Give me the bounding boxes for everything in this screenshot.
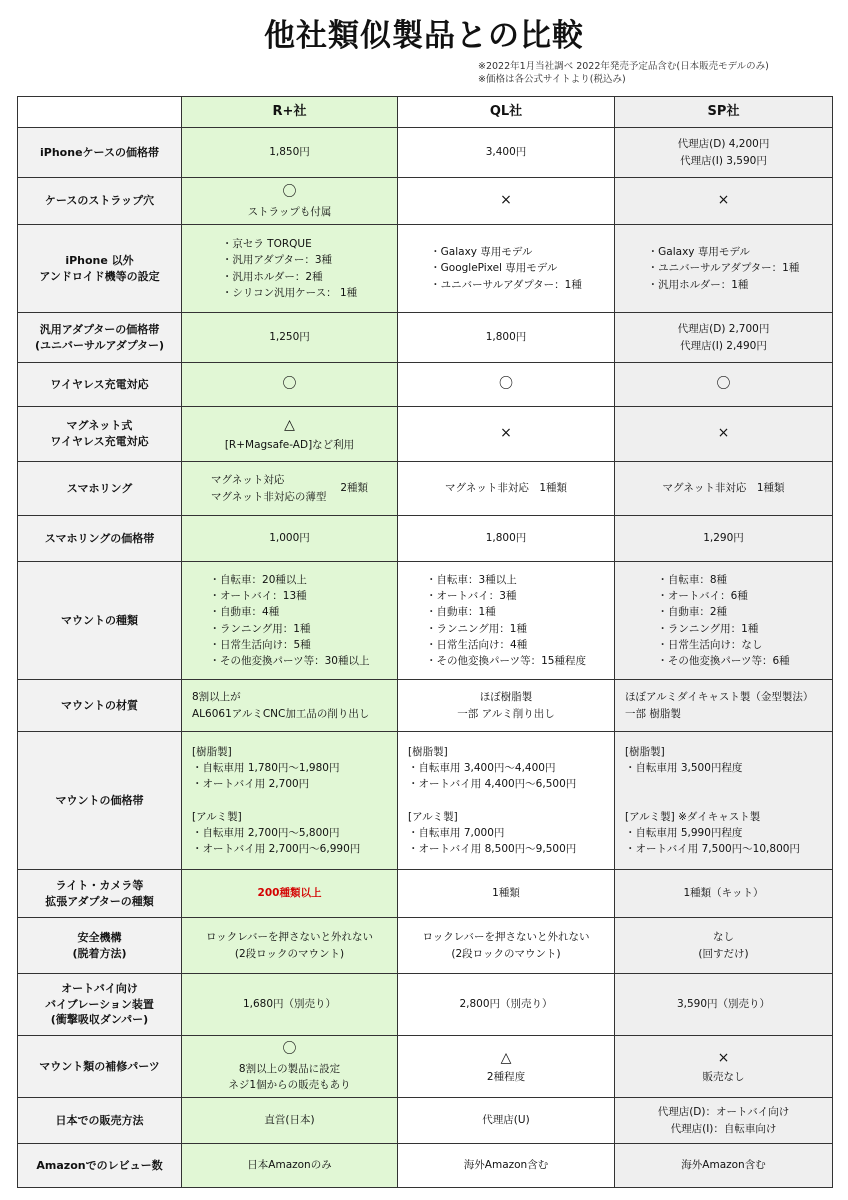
rplus-cell: 8割以上が AL6061アルミCNC加工品の削り出し — [182, 680, 398, 732]
sp-cell: 3,590円（別売り） — [615, 974, 833, 1036]
ql-cell: 3,400円 — [398, 128, 615, 178]
highlight-count: 200種類以上 — [257, 887, 322, 900]
row-android-support — [18, 225, 833, 313]
row-label: 安全機構 (脱着方法) — [18, 918, 182, 974]
price-note: ※価格は各公式サイトより(税込み) — [478, 74, 626, 85]
row-label: ケースのストラップ穴 — [18, 178, 182, 225]
rplus-cell: ・自転車：20種以上 ・オートバイ：13種 ・自動車：4種 ・ランニング用：1種 ・日常生活向け：5種 ・その他変換パーツ等：30種以上 — [182, 562, 398, 680]
row-label: マウント類の補修パーツ — [18, 1036, 182, 1098]
row-label: マウントの材質 — [18, 680, 182, 732]
sp-cell: 海外Amazon含む — [615, 1144, 833, 1188]
ql-cell: 代理店(U) — [398, 1098, 615, 1144]
ql-cell: 海外Amazon含む — [398, 1144, 615, 1188]
rplus-cell: マグネット対応 マグネット非対応の薄型 2種類 — [182, 462, 398, 516]
row-label: スマホリングの価格帯 — [18, 516, 182, 562]
ql-cell: マグネット非対応 1種類 — [398, 462, 615, 516]
row-accessory-adapters — [18, 870, 833, 918]
header-ql: QL社 — [398, 97, 615, 128]
rplus-cell: 1,680円（別売り） — [182, 974, 398, 1036]
ql-cell: △ 2種程度 — [398, 1036, 615, 1098]
sp-cell: 代理店(D) 4,200円 代理店(I) 3,590円 — [615, 128, 833, 178]
row-label: ワイヤレス充電対応 — [18, 363, 182, 407]
row-label: 日本での販売方法 — [18, 1098, 182, 1144]
ql-cell: ロックレバーを押さないと外れない (2段ロックのマウント) — [398, 918, 615, 974]
ql-cell: ・自転車：3種以上 ・オートバイ：3種 ・自動車：1種 ・ランニング用：1種 ・日常生活向け：4種 ・その他変換パーツ等：15種程度 — [398, 562, 615, 680]
ql-cell: 1,800円 — [398, 313, 615, 363]
row-mount-price — [18, 732, 833, 870]
ql-cell: 2,800円（別売り） — [398, 974, 615, 1036]
rplus-cell: △ [R+Magsafe-AD]など利用 — [182, 407, 398, 462]
sp-cell: 代理店(D)：オートバイ向け 代理店(I)：自転車向け — [615, 1098, 833, 1144]
rplus-cell: 1,250円 — [182, 313, 398, 363]
sp-cell: ・自転車：8種 ・オートバイ：6種 ・自動車：2種 ・ランニング用：1種 ・日常生活向け：なし ・その他変換パーツ等：6種 — [615, 562, 833, 680]
sp-cell: 1種類（キット） — [615, 870, 833, 918]
row-label: ライト・カメラ等 拡張アダプターの種類 — [18, 870, 182, 918]
row-adapter-price — [18, 313, 833, 363]
sp-cell: なし (回すだけ) — [615, 918, 833, 974]
sp-cell: ・Galaxy 専用モデル ・ユニバーサルアダプター：1種 ・汎用ホルダー：1種 — [615, 225, 833, 313]
sp-cell: × — [615, 178, 833, 225]
rplus-cell: 〇 8割以上の製品に設定 ネジ1個からの販売もあり — [182, 1036, 398, 1098]
row-mount-types — [18, 562, 833, 680]
rplus-cell: 1,850円 — [182, 128, 398, 178]
ql-cell: [樹脂製] ・自転車用 3,400円～4,400円 ・オートバイ用 4,400円～6,500円 [アルミ製] ・自転車用 7,000円 ・オートバイ用 8,500円～9,500円 — [398, 732, 615, 870]
ql-cell: 1,800円 — [398, 516, 615, 562]
ql-cell: × — [398, 407, 615, 462]
rplus-cell — [182, 870, 398, 918]
page-title: 他社類似製品との比較 — [264, 18, 584, 54]
row-strap-hole — [18, 178, 833, 225]
row-label: マウントの種類 — [18, 562, 182, 680]
sp-cell: 代理店(D) 2,700円 代理店(I) 2,490円 — [615, 313, 833, 363]
ql-cell: 1種類 — [398, 870, 615, 918]
rplus-cell: ロックレバーを押さないと外れない (2段ロックのマウント) — [182, 918, 398, 974]
row-amazon-reviews — [18, 1144, 833, 1188]
sp-cell: 〇 — [615, 363, 833, 407]
rplus-cell: 直営(日本) — [182, 1098, 398, 1144]
sp-cell: × — [615, 407, 833, 462]
row-ring-price — [18, 516, 833, 562]
row-magnetic-charging — [18, 407, 833, 462]
row-wireless-charging — [18, 363, 833, 407]
row-label: マウントの価格帯 — [18, 732, 182, 870]
row-case-price — [18, 128, 833, 178]
rplus-cell: 〇 — [182, 363, 398, 407]
row-label: iPhone 以外 アンドロイド機等の設定 — [18, 225, 182, 313]
sp-cell: 1,290円 — [615, 516, 833, 562]
row-label: マグネット式 ワイヤレス充電対応 — [18, 407, 182, 462]
row-vibration-damper — [18, 974, 833, 1036]
row-label: スマホリング — [18, 462, 182, 516]
header-row — [18, 97, 833, 128]
ql-cell: ほぼ樹脂製 一部 アルミ削り出し — [398, 680, 615, 732]
sp-cell: ほぼアルミダイキャスト製（金型製法） 一部 樹脂製 — [615, 680, 833, 732]
sp-cell: [樹脂製] ・自転車用 3,500円程度 [アルミ製] ※ダイキャスト製 ・自転車用 5,990円程度 ・オートバイ用 7,500円～10,800円 — [615, 732, 833, 870]
ql-cell: ・Galaxy 専用モデル ・GooglePixel 専用モデル ・ユニバーサルアダプター：1種 — [398, 225, 615, 313]
header-rplus: R+社 — [182, 97, 398, 128]
rplus-cell: 日本Amazonのみ — [182, 1144, 398, 1188]
ring-count: 2種類 — [340, 482, 369, 495]
rplus-cell: 〇 ストラップも付属 — [182, 178, 398, 225]
sp-cell: × 販売なし — [615, 1036, 833, 1098]
sp-cell: マグネット非対応 1種類 — [615, 462, 833, 516]
survey-note: ※2022年1月当社調べ 2022年発売予定品含む(日本販売モデルのみ) — [478, 61, 769, 72]
row-label: 汎用アダプターの価格帯 (ユニバーサルアダプター) — [18, 313, 182, 363]
row-sales-channel — [18, 1098, 833, 1144]
ql-cell: 〇 — [398, 363, 615, 407]
header-sp: SP社 — [615, 97, 833, 128]
row-repair-parts — [18, 1036, 833, 1098]
row-label: Amazonでのレビュー数 — [18, 1144, 182, 1188]
ql-cell: × — [398, 178, 615, 225]
row-safety-lock — [18, 918, 833, 974]
rplus-cell: 1,000円 — [182, 516, 398, 562]
row-label: iPhoneケースの価格帯 — [18, 128, 182, 178]
rplus-cell: ・京セラ TORQUE ・汎用アダプター：3種 ・汎用ホルダー：2種 ・シリコン汎用ケース： 1種 — [182, 225, 398, 313]
row-label: オートバイ向け バイブレーション装置 (衝撃吸収ダンパー) — [18, 974, 182, 1036]
row-phone-ring — [18, 462, 833, 516]
header-blank — [18, 97, 182, 128]
comparison-table — [17, 96, 833, 1188]
rplus-cell: [樹脂製] ・自転車用 1,780円～1,980円 ・オートバイ用 2,700円 [アルミ製] ・自転車用 2,700円～5,800円 ・オートバイ用 2,700円～6,990円 — [182, 732, 398, 870]
row-mount-material — [18, 680, 833, 732]
